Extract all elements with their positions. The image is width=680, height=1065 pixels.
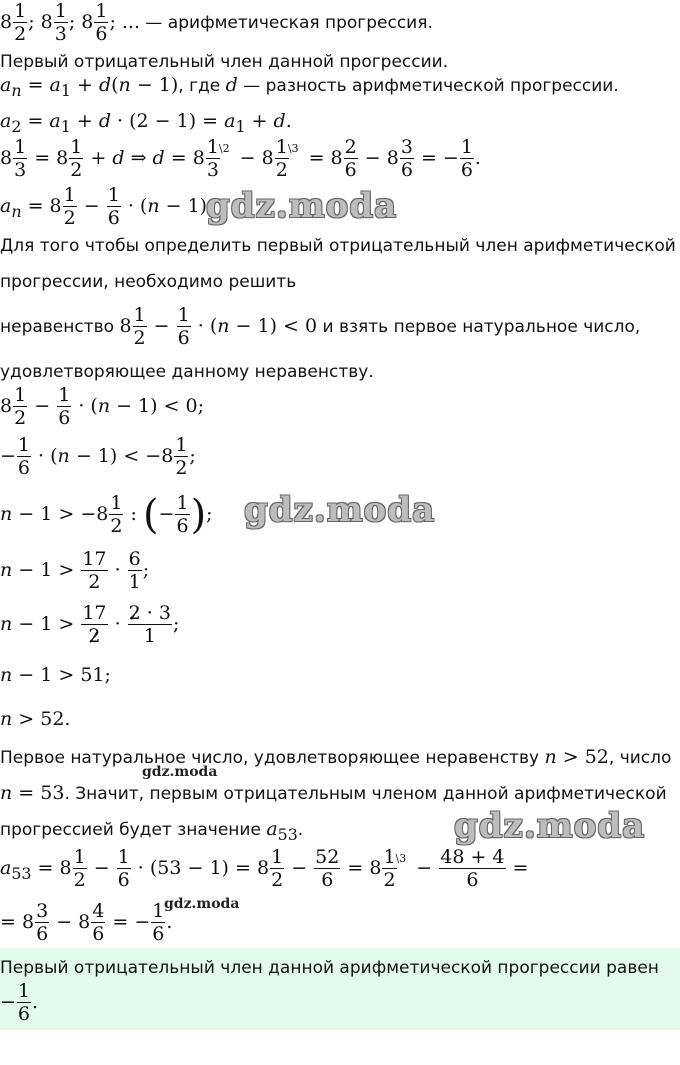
inequality-step-7: n > 52. xyxy=(0,708,71,730)
conclusion-line-2: n = 53. Значит, первым отрицательным членом данной арифметической xyxy=(0,782,667,804)
a2-formula: $a_2 = a_1 + d \cdot (2 - 1) = a_1 + d$. xyxy=(0,110,292,136)
d-computation: 8 $\frac{1}{3}$ = 8 $\frac{1}{2}$ + d ⇒ d = 8 $\frac{1}{3}$ $^{\backslash 2}$ − 8 $\frac{1}{2}$ $^{\backslash 3}$ = 8 $\frac{2}{6}$ − 8 $\frac{3}{6}$ = − $\frac{1}{6}$ . xyxy=(0,136,481,181)
inequality-step-3: n − 1 > −8 $\frac{1}{2}$ : (− $\frac{1}{6}$ ); xyxy=(0,492,213,538)
watermark-logo: gdz.moda xyxy=(454,806,646,846)
inequality-step-2: − $\frac{1}{6}$ · (n − 1) < −8 $\frac{1}{2}$ ; xyxy=(0,434,196,479)
watermark-logo: gdz.moda xyxy=(206,186,398,226)
answer-text: Первый отрицательный член данной арифметической прогрессии равен xyxy=(0,958,659,978)
a53-result: = 8 $\frac{3}{6}$ − 8 $\frac{4}{6}$ = − $\frac{1}{6}$ . xyxy=(0,900,173,945)
inequality-step-5: n − 1 > $\frac{17}{2}$ · $\frac{2 \cdot 3}{1}$ ; xyxy=(0,602,180,647)
answer-value: − $\frac{1}{6}$ . xyxy=(0,980,39,1025)
paragraph-line-1: Для того чтобы определить первый отрицательный член арифметической xyxy=(0,236,676,256)
paragraph-line-2: прогрессии, необходимо решить xyxy=(0,272,297,292)
inequality-step-4: n − 1 > $\frac{17}{2}$ · $\frac{6}{1}$ ; xyxy=(0,548,150,593)
task-line: Первый отрицательный член данной прогрессии. xyxy=(0,52,449,72)
watermark-small: gdz.moda xyxy=(142,764,218,780)
sequence-caption: — арифметическая прогрессия. xyxy=(140,13,433,33)
inequality-step-1: 8 $\frac{1}{2}$ − $\frac{1}{6}$ · (n − 1) < 0; xyxy=(0,384,205,429)
watermark-logo: gdz.moda xyxy=(244,490,436,530)
watermark-small: gdz.moda xyxy=(164,896,240,912)
a53-computation: $a_{53} = 8$ $\frac{1}{2}$ − $\frac{1}{6}$ · (53 − 1) = 8 $\frac{1}{2}$ − $\frac{52}{6}$ = 8 $\frac{1}{2}$ $^{\backslash 3}$ − $\frac{48 + 4}{6}$ = xyxy=(0,846,529,891)
paragraph-line-4: удовлетворяющее данному неравенству. xyxy=(0,362,374,382)
an-formula: $a_n = 8$ $\frac{1}{2}$ − $\frac{1}{6}$ · (n − 1). xyxy=(0,184,214,229)
formula-line: $a_n = a_1 + d(n - 1)$, где d — разность арифметической прогрессии. xyxy=(0,74,619,100)
conclusion-line-3: прогрессией будет значение $a_{53}$. xyxy=(0,818,304,844)
conclusion-line-1: Первое натуральное число, удовлетворяющее неравенству n > 52, число xyxy=(0,746,672,768)
inequality-step-6: n − 1 > 51; xyxy=(0,664,111,686)
sequence-line: 8 $\frac{1}{2}$ ; 8 $\frac{1}{3}$ ; 8 $\frac{1}{6}$ ; ... — арифметическая прогрессия. xyxy=(0,0,433,45)
paragraph-line-3: неравенство 8 $\frac{1}{2}$ − $\frac{1}{6}$ · (n − 1) < 0 и взять первое натуральное число, xyxy=(0,304,641,349)
